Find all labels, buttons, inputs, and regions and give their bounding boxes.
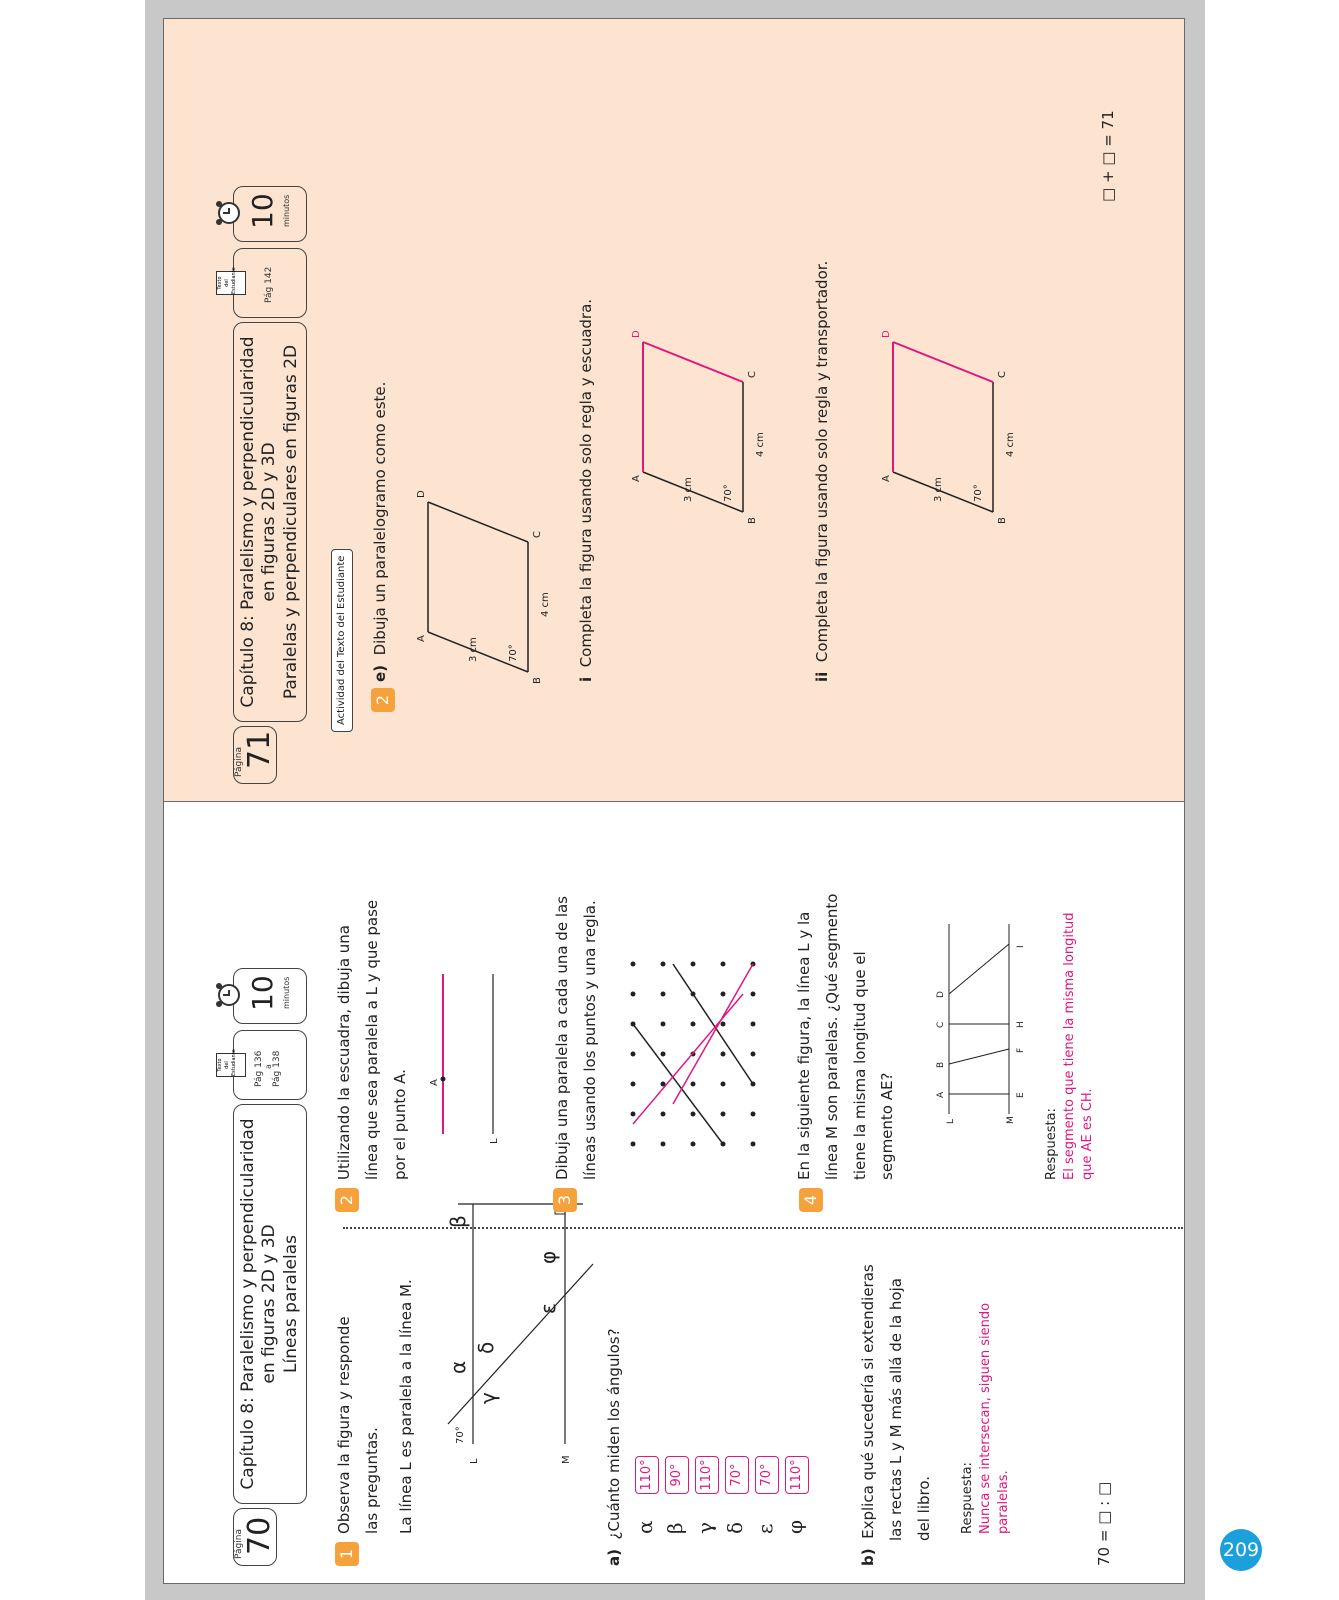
label-L: L: [469, 1458, 480, 1464]
question-4-text: En la siguiente figura, la línea L y la línea M son paralelas. ¿Qué segmento tiene la misma longitud que el segmento AE?: [795, 893, 897, 1180]
column-divider: [343, 1227, 1183, 1229]
grid-dot: [721, 1052, 726, 1057]
grid-dot: [661, 962, 666, 967]
angle-symbol: β: [663, 1522, 687, 1534]
page-ref-a: a: [264, 1064, 273, 1069]
grid-dot: [751, 992, 756, 997]
time-value: 10: [246, 975, 279, 1011]
timer-box: [233, 186, 307, 242]
right-page: [163, 18, 1185, 802]
page-num: 71: [242, 730, 277, 769]
grid-dot: [751, 1142, 756, 1147]
angle-answer: 70°: [725, 1456, 749, 1494]
grid-dot: [691, 1142, 696, 1147]
page-ref: Pág 142: [264, 266, 274, 303]
question-3-number: 3: [553, 1188, 577, 1212]
grid-dot: [721, 992, 726, 997]
svg-text:A: A: [936, 1091, 946, 1098]
page-label: Página: [234, 747, 244, 777]
grid-dot: [631, 1052, 636, 1057]
alarm-clock-icon: [214, 981, 242, 1009]
grid-dot: [661, 1142, 666, 1147]
grid-line: [633, 1024, 723, 1144]
parallel-line-drawing: [429, 954, 513, 1174]
question-i: i Completa la figura usando solo regla y escuadra.: [577, 298, 595, 682]
label-angle: 70°: [508, 644, 519, 662]
label-side-ab: 3 cm: [468, 637, 479, 662]
title-box: [233, 322, 307, 722]
epsilon-label: ε: [536, 1303, 560, 1314]
footer-sum: □ + □ = 71: [1099, 110, 1117, 202]
svg-text:B: B: [936, 1061, 946, 1068]
label-side-bc: 4 cm: [1005, 432, 1016, 457]
gamma-label: γ: [476, 1392, 500, 1404]
book-icon: Texto del Estudiante: [216, 271, 246, 295]
alarm-clock-icon: [214, 199, 242, 227]
label-side-ab: 3 cm: [933, 477, 944, 502]
svg-text:L: L: [946, 1118, 956, 1124]
grid-line: [673, 964, 753, 1104]
question-1-text: Observa la figura y responde las preguntas.: [335, 1316, 381, 1534]
page-label: Página: [234, 1529, 244, 1559]
angle-symbol: φ: [783, 1519, 807, 1534]
grid-dot: [631, 1142, 636, 1147]
label-D: D: [881, 330, 892, 338]
page-num: 70: [242, 1516, 277, 1555]
angle-answer: 90°: [665, 1456, 689, 1494]
grid-dot: [721, 962, 726, 967]
label-side-bc: 4 cm: [540, 592, 551, 617]
book-icon: Texto del Estudiante: [216, 1053, 246, 1077]
alpha-label: α: [446, 1360, 470, 1374]
grid-dot: [631, 992, 636, 997]
label-side-ab: 3 cm: [683, 477, 694, 502]
grid-dot: [691, 1082, 696, 1087]
question-4-number: 4: [799, 1188, 823, 1212]
parallel-lines-figure: [446, 1184, 593, 1464]
angle-answers: [633, 1334, 833, 1534]
svg-text:C: C: [936, 1021, 946, 1028]
angle-answer: 70°: [755, 1456, 779, 1494]
question-b-answer: Respuesta: Nunca se intersecan, siguen siendo paralelas.: [960, 1302, 1012, 1534]
title-box: [233, 1104, 307, 1504]
svg-text:M: M: [1006, 1116, 1016, 1124]
parallelogram-ii: [873, 172, 1023, 532]
footer-division: 70 = □ : □: [1095, 1481, 1113, 1566]
label-M: M: [561, 1455, 572, 1464]
question-a-label: a): [605, 1549, 623, 1566]
label-A: A: [881, 475, 892, 482]
grid-line: [633, 994, 743, 1124]
segments-figure: [919, 904, 1029, 1124]
svg-text:H: H: [1016, 1021, 1026, 1028]
question-1-statement: La línea L es paralela a la línea M.: [397, 1279, 415, 1534]
grid-line: [673, 964, 753, 1084]
question-e: e) Dibuja un paralelogramo como este.: [371, 381, 389, 682]
angle-symbol: α: [633, 1520, 657, 1534]
grid-dot: [661, 1112, 666, 1117]
textbook-ref: [217, 248, 307, 318]
chapter-title: Capítulo 8: Paralelismo y perpendicularidad en figuras 2D y 3D Líneas paralelas: [238, 1118, 301, 1490]
grid-dot: [691, 1112, 696, 1117]
label-angle: 70°: [723, 484, 734, 502]
page-ref-end: Pág 138: [272, 1050, 282, 1087]
time-unit: minutos: [282, 194, 291, 227]
angle-70: 70°: [455, 1426, 466, 1444]
page-number-badge: 209: [1220, 1529, 1262, 1571]
label-D: D: [416, 490, 427, 498]
grid-dot: [721, 1082, 726, 1087]
grid-dot: [721, 1022, 726, 1027]
para-edge: [643, 342, 743, 382]
grid-dot: [631, 1082, 636, 1087]
question-1-number: 1: [335, 1542, 359, 1566]
angle-symbol: δ: [723, 1521, 747, 1534]
line-L-label: L: [489, 1138, 500, 1144]
activity-badge: Actividad del Texto del Estudiante: [331, 549, 353, 732]
grid-dot: [661, 992, 666, 997]
question-a: [601, 1328, 629, 1566]
grid-dot: [631, 1112, 636, 1117]
label-A: A: [631, 475, 642, 482]
label-C: C: [997, 371, 1008, 378]
label-side-bc: 4 cm: [755, 432, 766, 457]
chapter-title: Capítulo 8: Paralelismo y perpendicularidad en figuras 2D y 3D Paralelas y perpendiculares en figuras 2D: [238, 336, 301, 708]
label-C: C: [532, 531, 543, 538]
label-angle: 70°: [973, 484, 984, 502]
delta-label: δ: [474, 1341, 498, 1354]
question-a-text: ¿Cuánto miden los ángulos?: [605, 1328, 623, 1540]
question-2-number: 2: [335, 1188, 359, 1212]
angle-symbol: ε: [753, 1523, 777, 1534]
question-3-text: Dibuja una paralela a cada una de las líneas usando los puntos y una regla.: [553, 896, 599, 1180]
beta-label: β: [446, 1215, 470, 1228]
angle-symbol: γ: [693, 1522, 717, 1534]
grid-dot: [691, 1022, 696, 1027]
label-B: B: [747, 517, 758, 524]
label-B: B: [532, 677, 543, 684]
left-page: [163, 802, 1185, 1584]
grid-dot: [661, 1022, 666, 1027]
grid-dot: [751, 1052, 756, 1057]
svg-text:F: F: [1016, 1047, 1026, 1053]
parallelogram-example: [408, 392, 558, 692]
svg-text:D: D: [936, 991, 946, 998]
grid-dot: [751, 1112, 756, 1117]
grid-dot: [751, 1022, 756, 1027]
para-edge: [893, 342, 993, 382]
angle-answer: 110°: [695, 1456, 719, 1494]
label-C: C: [747, 371, 758, 378]
grid-dot: [631, 962, 636, 967]
angle-answer: 110°: [635, 1456, 659, 1494]
question-4-answer: Respuesta: El segmento que tiene la misma longitud que AE es CH.: [1044, 912, 1096, 1180]
angle-answer: 110°: [785, 1456, 809, 1494]
dot-grid: [613, 924, 773, 1164]
label-B: B: [997, 517, 1008, 524]
page-number-box: [233, 726, 277, 784]
label-A: A: [416, 635, 427, 642]
grid-dot: [691, 962, 696, 967]
textbook-ref: [217, 1030, 307, 1100]
svg-text:E: E: [1016, 1092, 1026, 1098]
para-edge: [428, 502, 528, 542]
point-A-label: A: [429, 1079, 440, 1086]
timer-box: [233, 968, 307, 1024]
parallelogram-i: [623, 172, 773, 532]
time-value: 10: [246, 193, 279, 229]
grid-dot: [721, 1112, 726, 1117]
label-D: D: [631, 330, 642, 338]
question-b: b) Explica qué sucedería si extendieras las rectas L y M más allá de la hoja del libro.: [859, 1264, 933, 1566]
question-2-number: 2: [371, 688, 395, 712]
page-ref-start: Pág 136: [254, 1050, 264, 1087]
phi-label: φ: [536, 1250, 560, 1264]
grid-dot: [661, 1052, 666, 1057]
question-ii: ii Completa la figura usando solo regla y transportador.: [813, 260, 831, 682]
time-unit: minutos: [282, 976, 291, 1009]
svg-text:I: I: [1016, 945, 1026, 948]
question-2-text: Utilizando la escuadra, dibuja una línea que sea paralela a L y que pase por el punto A.: [335, 899, 409, 1180]
page-number-box: [233, 1508, 277, 1566]
